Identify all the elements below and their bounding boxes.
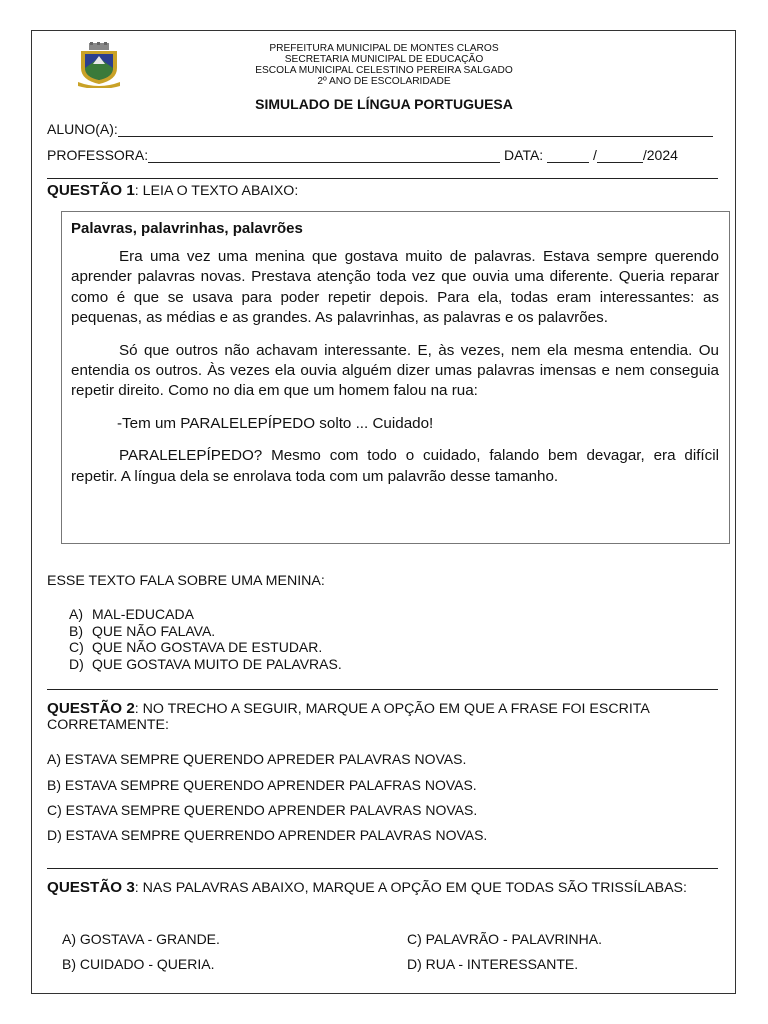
header-line-secretaria: SECRETARIA MUNICIPAL DE EDUCAÇÃO (284, 54, 484, 65)
question-2-option-a[interactable]: A) ESTAVA SEMPRE QUERENDO APREDER PALAVRAS NOVAS. (47, 751, 467, 767)
divider (47, 689, 718, 690)
header-line-escola: ESCOLA MUNICIPAL CELESTINO PEREIRA SALGADO (255, 65, 513, 76)
data-day-blank[interactable] (547, 148, 589, 163)
reading-text-box (61, 211, 730, 544)
question-2-option-d[interactable]: D) ESTAVA SEMPRE QUERRENDO APRENDER PALAVRAS NOVAS. (47, 827, 488, 843)
data-slash: / (592, 147, 597, 163)
data-month-blank[interactable] (597, 148, 643, 163)
question-2-text: : NO TRECHO A SEGUIR, MARQUE A OPÇÃO EM QUE A FRASE FOI ESCRITA CORRETAMENTE: (47, 701, 650, 733)
option-a[interactable]: A) MAL-EDUCADA (69, 606, 194, 622)
question-3-text: : NAS PALAVRAS ABAIXO, MARQUE A OPÇÃO EM QUE TODAS SÃO TRISSÍLABAS: (134, 880, 687, 896)
option-b[interactable]: B) QUE NÃO FALAVA. (69, 622, 216, 639)
question-2-label: QUESTÃO 2 (47, 700, 135, 717)
divider (47, 178, 718, 179)
aluno-label: ALUNO(A): (47, 121, 118, 137)
question-3-option-b[interactable]: B) CUIDADO - QUERIA. (62, 956, 215, 972)
reading-paragraph: Era uma vez uma menina que gostava muito de palavras. Estava sempre querendo aprender palavras novas. Prestava atenção toda vez que ouvia uma diferente. Queria reparar como é que se usava para poder repetir depois. Para ela, todas eram interessantes: as pequenas, as médias e as grandes. As palavrinhas, as palavras e os palavrões. (71, 248, 719, 327)
question-3-label: QUESTÃO 3 (47, 879, 135, 896)
data-year: /2024 (642, 147, 678, 163)
question-1-text: : LEIA O TEXTO ABAIXO: (134, 183, 299, 199)
professora-blank[interactable] (148, 148, 500, 163)
aluno-blank[interactable] (118, 122, 713, 137)
data-label: DATA: (504, 147, 544, 163)
reading-title: Palavras, palavrinhas, palavrões (71, 220, 303, 237)
reading-paragraph: Só que outros não achavam interessante. E, às vezes, nem ela mesma entendia. Ou entendia os outros. Às vezes ela ouvia alguém dizer umas palavras imensas e nem conseguia repetir direito. Como no dia em que um homem falou na rua: (71, 341, 719, 400)
question-3-heading (47, 880, 722, 896)
header-line-ano: 2º ANO DE ESCOLARIDADE (317, 76, 451, 87)
reading-dialog: -Tem um PARALELEPÍPEDO solto ... Cuidado! (117, 414, 434, 432)
question-1-prompt: ESSE TEXTO FALA SOBRE UMA MENINA: (47, 573, 325, 589)
professora-field (47, 147, 678, 163)
question-2-option-b[interactable]: B) ESTAVA SEMPRE QUERENDO APRENDER PALAFRAS NOVAS. (47, 777, 477, 793)
question-1-heading (47, 183, 722, 199)
question-3-option-a[interactable]: A) GOSTAVA - GRANDE. (62, 931, 220, 947)
question-3-option-d[interactable]: D) RUA - INTERESSANTE. (407, 956, 579, 972)
question-1-label: QUESTÃO 1 (47, 182, 135, 199)
question-3-option-c[interactable]: C) PALAVRÃO - PALAVRINHA. (407, 931, 603, 947)
reading-paragraph: PARALELEPÍPEDO? Mesmo com todo o cuidado, falando bem devagar, era difícil repetir. A língua dela se enrolava toda com um palavrão desse tamanho. (71, 447, 719, 485)
header-line-prefeitura: PREFEITURA MUNICIPAL DE MONTES CLAROS (269, 43, 499, 54)
professora-label: PROFESSORA: (47, 147, 149, 163)
question-2-option-c[interactable]: C) ESTAVA SEMPRE QUERENDO APRENDER PALAVRAS NOVAS. (47, 802, 478, 818)
page-title: SIMULADO DE LÍNGUA PORTUGUESA (255, 96, 513, 112)
question-2-heading (47, 701, 722, 733)
municipal-crest-icon (76, 42, 122, 88)
option-d[interactable]: D) QUE GOSTAVA MUITO DE PALAVRAS. (69, 655, 342, 672)
aluno-field (47, 121, 713, 137)
question-1-options (69, 606, 342, 672)
option-c[interactable]: C) QUE NÃO GOSTAVA DE ESTUDAR. (69, 639, 323, 655)
divider (47, 868, 718, 869)
